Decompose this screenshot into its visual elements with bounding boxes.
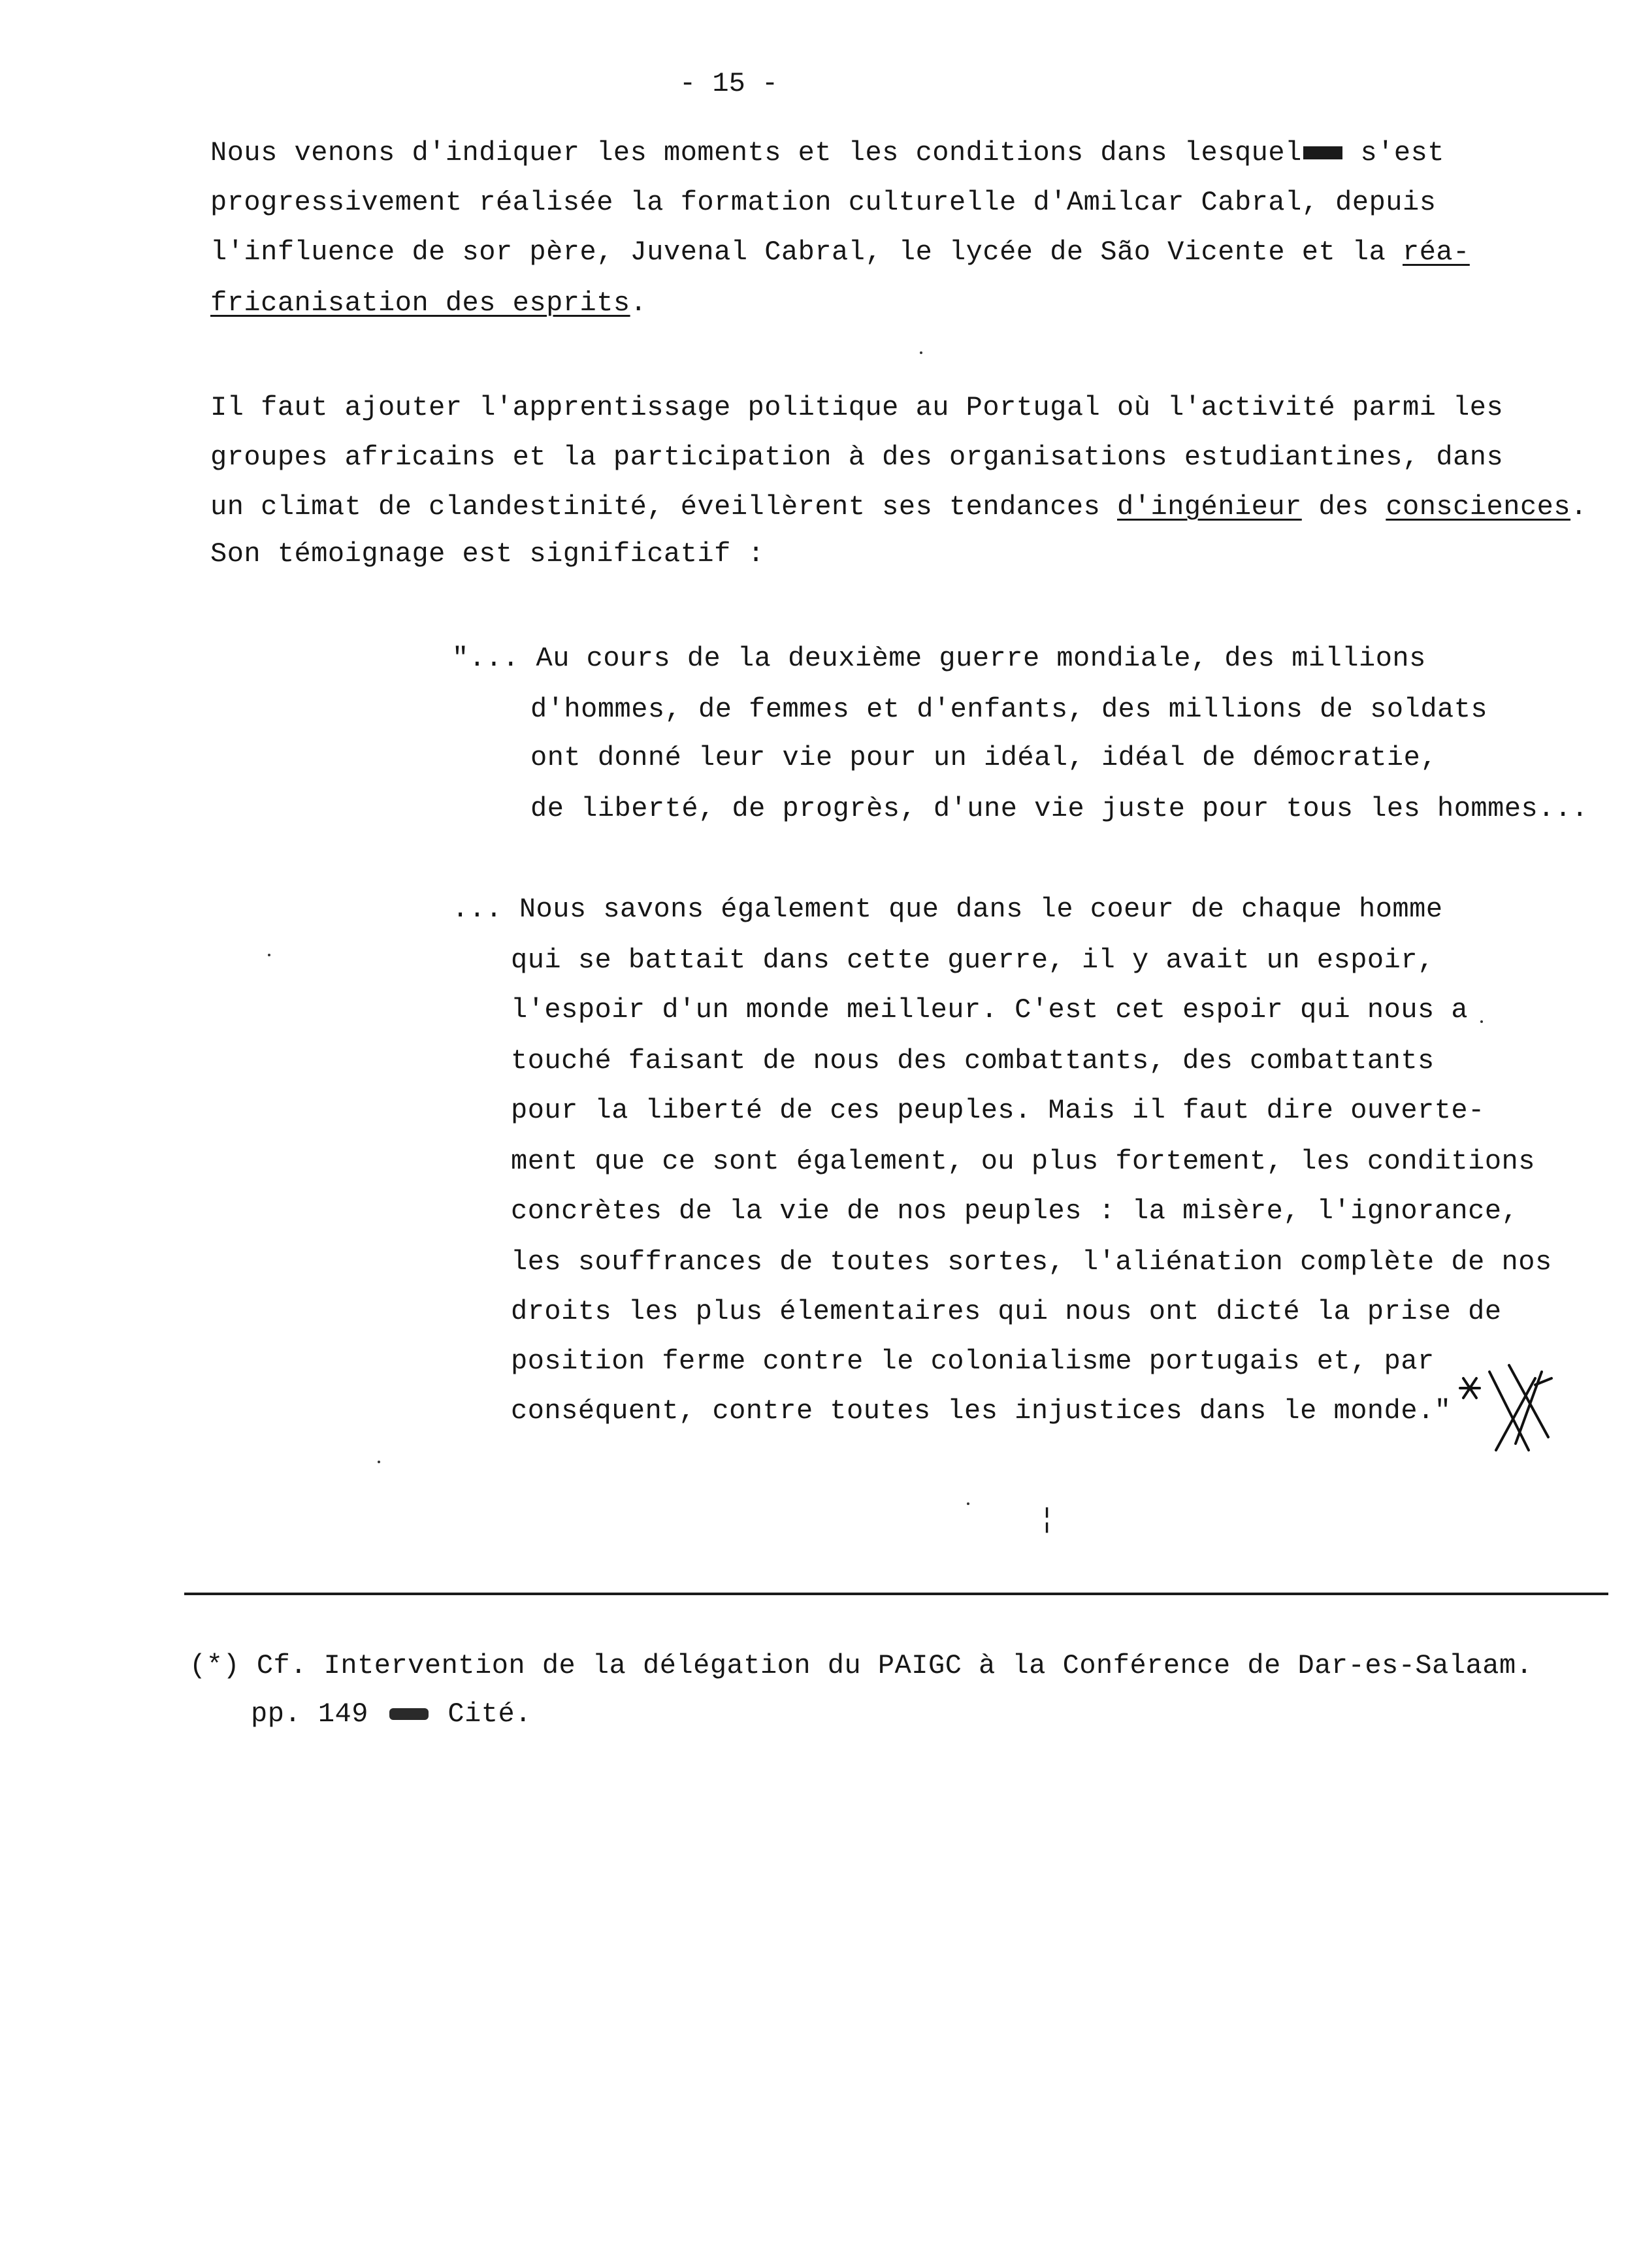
para2-line4: Son témoignage est significatif : bbox=[210, 538, 765, 570]
quote2-line7: concrètes de la vie de nos peuples : la misère, l'ignorance, bbox=[511, 1195, 1519, 1227]
ink-blot bbox=[1303, 146, 1342, 159]
quote2-line4: touché faisant de nous des combattants, des combattants bbox=[511, 1045, 1435, 1077]
speck bbox=[1480, 1020, 1483, 1023]
para1-line4: fricanisation des esprits. bbox=[210, 287, 647, 319]
struck-out-text bbox=[385, 1706, 431, 1723]
quote2-line5: pour la liberté de ces peuples. Mais il faut dire ouverte- bbox=[511, 1095, 1485, 1126]
stray-mark: ¦ bbox=[1039, 1504, 1056, 1535]
quote2-line6: ment que ce sont également, ou plus fortement, les conditions bbox=[511, 1146, 1535, 1177]
handwritten-asterisk-mark bbox=[1457, 1359, 1555, 1457]
page-number: - 15 - bbox=[679, 68, 779, 99]
quote2-line1: ... Nous savons également que dans le coeur de chaque homme bbox=[452, 894, 1443, 925]
quote2-line8: les souffrances de toutes sortes, l'aliénation complète de nos bbox=[511, 1246, 1552, 1278]
quote2-line3: l'espoir d'un monde meilleur. C'est cet espoir qui nous a bbox=[511, 994, 1469, 1026]
para1-line2: progressivement réalisée la formation culturelle d'Amilcar Cabral, depuis bbox=[210, 187, 1437, 218]
quote2-line10: position ferme contre le colonialisme portugais et, par bbox=[511, 1346, 1435, 1377]
speck bbox=[268, 954, 270, 956]
quote2-line9: droits les plus élementaires qui nous ont dicté la prise de bbox=[511, 1296, 1502, 1327]
quote1-line4: de liberté, de progrès, d'une vie juste pour tous les hommes... bbox=[530, 793, 1589, 824]
speck bbox=[967, 1502, 969, 1505]
speck bbox=[920, 351, 922, 354]
quote1-line3: ont donné leur vie pour un idéal, idéal de démocratie, bbox=[530, 742, 1438, 773]
footnote-rule bbox=[184, 1593, 1608, 1595]
quote2-line2: qui se battait dans cette guerre, il y avait un espoir, bbox=[511, 945, 1435, 976]
para2-line3: un climat de clandestinité, éveillèrent ses tendances d'ingénieur des consciences. bbox=[210, 491, 1587, 523]
quote1-line2: d'hommes, de femmes et d'enfants, des millions de soldats bbox=[530, 694, 1488, 725]
footnote-line1: (*) Cf. Intervention de la délégation du PAIGC à la Conférence de Dar-es-Salaam. bbox=[189, 1650, 1533, 1681]
para2-line2: groupes africains et la participation à des organisations estudiantines, dans bbox=[210, 442, 1504, 473]
footnote-marker: (*) bbox=[189, 1650, 240, 1681]
quote2-line11: conséquent, contre toutes les injustices dans le monde." bbox=[511, 1395, 1452, 1427]
speck bbox=[378, 1461, 380, 1463]
para1-line1: Nous venons d'indiquer les moments et les conditions dans lesquel s'est bbox=[210, 137, 1445, 169]
quote1-line1: "... Au cours de la deuxième guerre mondiale, des millions bbox=[452, 643, 1426, 674]
footnote-line2: pp. 149 Cité. bbox=[251, 1698, 532, 1730]
para2-line1: Il faut ajouter l'apprentissage politique au Portugal où l'activité parmi les bbox=[210, 392, 1504, 423]
para1-line3: l'influence de sor père, Juvenal Cabral, le lycée de São Vicente et la réa- bbox=[210, 236, 1470, 268]
